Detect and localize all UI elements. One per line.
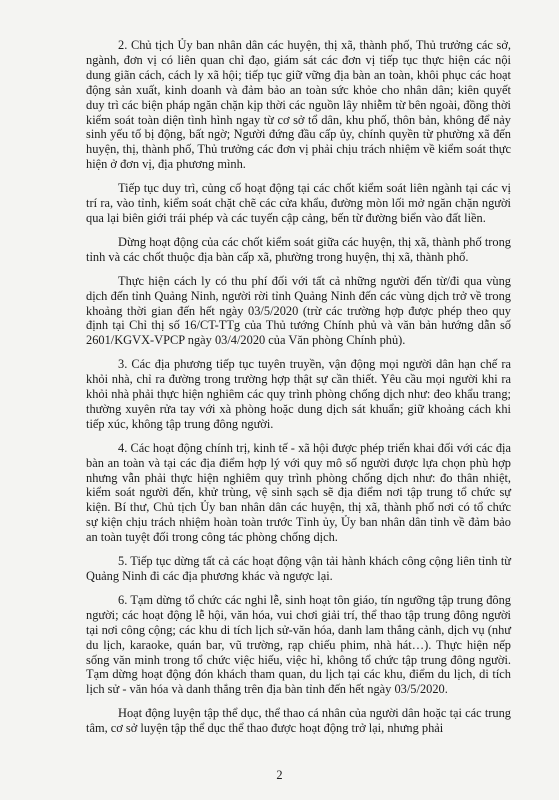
paragraph-checkpoints: Tiếp tục duy trì, củng cố hoạt động tại các chốt kiểm soát liên ngành tại các vị trí ra, vào tỉnh, kiểm soát chặt chẽ các cửa khẩu, đường mòn lối mở ngăn chặn người qua lại biên giới trái phép và các tuyến cập cảng, bến từ đường biển vào đất liền. — [86, 181, 511, 225]
paragraph-sports: Hoạt động luyện tập thể dục, thể thao cá nhân của người dân hoặc tại các trung tâm, cơ sở luyện tập thể dục thể thao được hoạt động trở lại, nhưng phải — [86, 706, 511, 736]
paragraph-paid-quarantine: Thực hiện cách ly có thu phí đối với tất cả những người đến từ/đi qua vùng dịch đến tỉnh Quảng Ninh, người rời tỉnh Quảng Ninh đến các vùng dịch trở về trong khoảng thời gian đến hết ngày 03/5/2020 (trừ các trường hợp được phép theo quy định tại Chỉ thị số 16/CT-TTg của Thủ tướng Chính phủ và văn bản hướng dẫn số 2601/KGVX-VPCP ngày 03/4/2020 của Văn phòng Chính phủ). — [86, 273, 511, 348]
paragraph-stop-checkpoints: Dừng hoạt động của các chốt kiểm soát giữa các huyện, thị xã, thành phố trong tỉnh và các chốt thuộc địa bàn cấp xã, phường trong huyện, thị xã, thành phố. — [86, 234, 511, 264]
page-number: 2 — [276, 768, 283, 782]
paragraph-item-6: 6. Tạm dừng tổ chức các nghi lễ, sinh hoạt tôn giáo, tín ngưỡng tập trung đông người; các hoạt động lễ hội, văn hóa, vui chơi giải trí, thể thao tập trung đông người tại nơi công cộng; các khu di tích lịch sử-văn hóa, danh lam thắng cảnh, dịch vụ (như du lịch, karaoke, quán bar, vũ trường, rạp chiếu phim, nhà hát…). Thực hiện nếp sống văn minh trong tổ chức việc hiếu, việc hỉ, không tổ chức tập trung đông người. Tạm dừng hoạt động đón khách tham quan, du lịch tại các khu, điểm du lịch, di tích lịch sử - văn hóa và danh thắng trên địa bàn tỉnh đến hết ngày 03/5/2020. — [86, 592, 511, 697]
paragraph-item-4: 4. Các hoạt động chính trị, kinh tế - xã hội được phép triển khai đối với các địa bàn an toàn và tại các địa điểm hợp lý với quy mô số người được lựa chọn phù hợp nhưng vẫn phải thực hiện nghiêm quy trình phòng chống dịch như: đo thân nhiệt, kiểm soát người đến, khử trùng, vệ sinh sạch sẽ địa điểm nơi tập trung tổ chức sự kiện. Bí thư, Chủ tịch Ủy ban nhân dân các huyện, thị xã, thành phố nơi có tổ chức sự kiện chịu trách nhiệm hoàn toàn trước Tỉnh ủy, Ủy ban nhân dân tỉnh về đảm bảo an toàn tuyệt đối trong công tác phòng chống dịch. — [86, 440, 511, 545]
paragraph-item-2: 2. Chủ tịch Ủy ban nhân dân các huyện, thị xã, thành phố, Thủ trưởng các sở, ngành, đơn vị có liên quan chỉ đạo, giám sát các đơn vị tiếp tục thực hiện các nội dung giãn cách, cách ly xã hội; tiếp tục giữ vững địa bàn an toàn, khôi phục các hoạt động sản xuất, kinh doanh và đảm bảo an toàn sức khỏe cho nhân dân; kiên quyết duy trì các biện pháp ngăn chặn kịp thời các nguồn lây nhiễm từ bên ngoài, đồng thời kiểm soát toàn diện tình hình ngay từ cơ sở tổ dân, khu phố, thôn bản, không để nảy sinh yếu tố bị động, bất ngờ; Người đứng đầu cấp ủy, chính quyền từ phường xã đến huyện, thị, thành phố, Thủ trưởng các đơn vị phải chịu trách nhiệm về kiểm soát thực hiện ở đơn vị, địa phương mình. — [86, 38, 511, 172]
paragraph-item-3: 3. Các địa phương tiếp tục tuyên truyền, vận động mọi người dân hạn chế ra khỏi nhà, chỉ ra đường trong trường hợp thật sự cần thiết. Yêu cầu mọi người khi ra khỏi nhà phải thực hiện nghiêm các quy trình phòng chống dịch như: đeo khẩu trang; thường xuyên rửa tay với xà phòng hoặc dung dịch sát khuẩn; giữ khoảng cách khi tiếp xúc, không tập trung đông người. — [86, 357, 511, 431]
paragraph-item-5: 5. Tiếp tục dừng tất cả các hoạt động vận tải hành khách công cộng liên tỉnh từ Quảng Ninh đi các địa phương khác và ngược lại. — [86, 554, 511, 583]
